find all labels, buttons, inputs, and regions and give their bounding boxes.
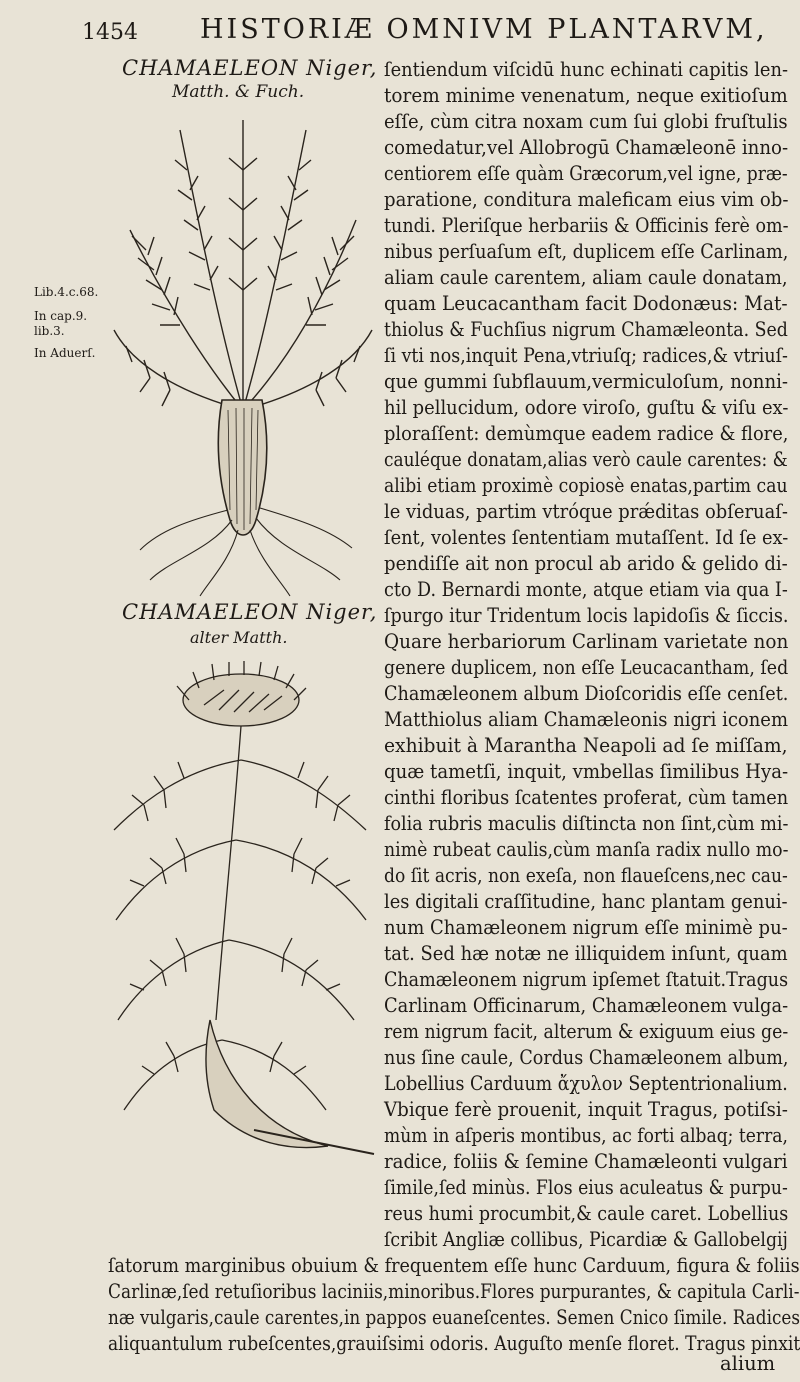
text-line: rem nigrum facit, alterum & exiguum eius ge- — [384, 1020, 789, 1043]
text-line: Quare herbariorum Carlinam varietate non — [384, 630, 789, 653]
text-line: ſpurgo itur Tridentum locis lapidoſis & ſiccis. — [384, 604, 789, 627]
text-line: cauléque donatam,alias verò caule carentes: & — [384, 448, 788, 471]
margin-note: In cap.9. — [34, 309, 88, 323]
text-line: mùm in aſperis montibus, ac forti albaq; terra, — [384, 1124, 788, 1147]
text-line: centiorem eſſe quàm Græcorum,vel igne, præ- — [384, 162, 788, 185]
text-line: aliquantulum rubeſcentes,grauiſsimi odoris. Auguſto menſe floret. Tragus pinxit — [108, 1332, 800, 1355]
page-number: 1454 — [82, 20, 138, 45]
text-line: torem minime venenatum, neque exitioſum — [384, 84, 788, 107]
figure2-caption-title: CHAMAELEON Niger, — [122, 600, 378, 624]
figure2-caption-sub: alter Matth. — [190, 628, 288, 647]
text-line: les digitali craſſitudine, hanc plantam genui- — [384, 890, 788, 913]
text-line: Chamæleonem album Dioſcoridis eſſe cenſet. — [384, 682, 789, 705]
text-line: radice, foliis & ſemine Chamæleonti vulgari — [384, 1150, 788, 1173]
text-line: alibi etiam proximè copiosè enatas,partim cau — [384, 474, 788, 497]
text-line: pendiſſe ait non procul ab arido & gelido di- — [384, 552, 788, 575]
text-line: ſi vti nos,inquit Pena,vtriuſq; radices,& vtriuſ- — [384, 344, 788, 367]
text-line: tat. Sed hæ notæ ne illiquidem inſunt, quam — [384, 942, 788, 965]
plant-woodcut-1 — [110, 110, 376, 598]
text-line: nimè rubeat caulis,cùm manſa radix nullo mo- — [384, 838, 789, 861]
text-line: folia rubris maculis diſtincta non ſint,cùm mi- — [384, 812, 789, 835]
figure1-caption-title: CHAMAELEON Niger, — [122, 56, 378, 80]
text-line: Carlinæ,ſed retuſioribus laciniis,minoribus.Flores purpurantes, & capitula Carli- — [108, 1280, 800, 1303]
text-line: aliam caule carentem, aliam caule donatam, — [384, 266, 788, 289]
text-line: genere duplicem, non eſſe Leucacantham, ſed — [384, 656, 789, 679]
text-line: cto D. Bernardi monte, atque etiam via qua I- — [384, 578, 788, 601]
margin-note: Lib.4.c.68. — [34, 285, 99, 299]
text-line: ſentiendum viſcidū hunc echinati capitis len- — [384, 58, 789, 81]
text-line: ſcribit Angliæ collibus, Picardiæ & Gallobelgij — [384, 1228, 788, 1251]
text-line: Chamæleonem nigrum ipſemet ſtatuit.Tragus — [384, 968, 789, 991]
text-line: ſimile,ſed minùs. Flos eius aculeatus & purpu- — [384, 1176, 788, 1199]
text-line: næ vulgaris,caule carentes,in pappos euaneſcentes. Semen Cnico ſimile. Radices — [108, 1306, 800, 1329]
text-line: paratione, conditura maleficam eius vim ob- — [384, 188, 789, 211]
margin-note: lib.3. — [34, 324, 65, 338]
text-line: comedatur,vel Allobrogū Chamæleonē inno- — [384, 136, 789, 159]
text-line: Lobellius Carduum ἄχυλον Septentrionalium. — [384, 1072, 788, 1095]
text-line: Vbique ferè prouenit, inquit Tragus, potiſsi- — [384, 1098, 788, 1121]
text-line: nus ſine caule, Cordus Chamæleonem album, — [384, 1046, 789, 1069]
text-line: que gummi ſubflauum,vermiculoſum, nonni- — [384, 370, 789, 393]
text-line: ſent, volentes ſententiam mutaſſent. Id ſe ex- — [384, 526, 789, 549]
text-line: reus humi procumbit,& caule caret. Lobellius — [384, 1202, 789, 1225]
text-line: le viduas, partim vtróque prǽditas obſeruaſ- — [384, 500, 788, 523]
running-head: HISTORIÆ OMNIVM PLANTARVM, — [200, 14, 768, 45]
text-line: num Chamæleonem nigrum eſſe minimè pu- — [384, 916, 788, 939]
text-line: exhibuit à Marantha Neapoli ad ſe miſſam, — [384, 734, 788, 757]
text-line: cinthi floribus ſcatentes proferat, cùm tamen — [384, 786, 789, 809]
text-line: quæ tametſi, inquit, vmbellas ſimilibus Hya- — [384, 760, 789, 783]
text-line: ploraſſent: demùmque eadem radice & flore, — [384, 422, 789, 445]
text-line: Carlinam Officinarum, Chamæleonem vulga- — [384, 994, 789, 1017]
margin-note: In Aduerſ. — [34, 346, 96, 360]
plant-woodcut-2 — [104, 660, 378, 1172]
text-line: thiolus & Fuchſius nigrum Chamæleonta. Sed — [384, 318, 788, 341]
text-line: eſſe, cùm citra noxam cum ſui globi fruſtulis — [384, 110, 788, 133]
text-line: ſatorum marginibus obuium & frequentem eſſe hunc Carduum, figura & foliis — [108, 1254, 800, 1277]
text-line: Matthiolus aliam Chamæleonis nigri iconem — [384, 708, 789, 731]
catchword: alium — [720, 1352, 776, 1375]
text-line: quam Leucacantham facit Dodonæus: Mat- — [384, 292, 788, 315]
text-line: hil pellucidum, odore viroſo, guſtu & viſu ex- — [384, 396, 789, 419]
text-line: do ſit acris, non exeſa, non flaueſcens,nec cau- — [384, 864, 788, 887]
figure1-caption-sub: Matth. & Fuch. — [172, 82, 305, 102]
text-line: tundi. Pleriſque herbariis & Officinis ferè om- — [384, 214, 789, 237]
text-line: nibus perſuaſum eſt, duplicem eſſe Carlinam, — [384, 240, 789, 263]
